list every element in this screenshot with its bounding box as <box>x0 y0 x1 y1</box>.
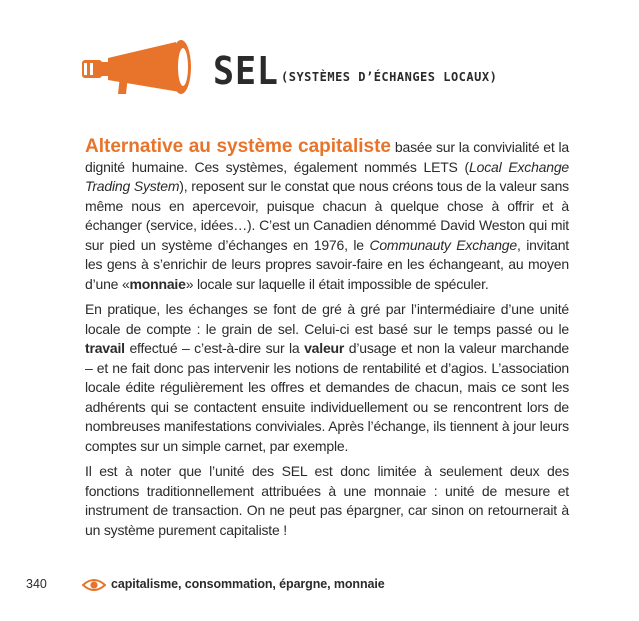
text-run: basée sur la convivialité et la dignité humaine. Ces systèmes, également nommés LETS ( <box>85 139 569 175</box>
text-run: d’usage et non la valeur marchande – et ne fait donc pas intervenir les notions de rentabilité et d’agios. L’association locale édite régulièrement les offres et demandes de chacun, mais ce sont les adhérents qui se contactent ensuite individuellement ou se rencontrent lors de nombreuses manifestations conviviales. Après l’échange, ils tiennent à jour leurs comptes sur un simple carnet, par exemple. <box>85 340 569 454</box>
paragraph-2 <box>85 300 569 456</box>
bold-run: monnaie <box>129 275 186 292</box>
italic-run: Communauty Exchange <box>369 236 517 253</box>
megaphone-icon <box>80 38 196 96</box>
paragraph-3 <box>85 462 569 540</box>
text-run: En pratique, les échanges se font de gré à gré par l’intermédiaire d’une unité locale de compte : le grain de sel. Celui-ci est basé sur le temps passé ou le <box>85 301 569 337</box>
page-title: SEL <box>213 49 279 93</box>
paragraph-1 <box>85 137 569 294</box>
lead-heading: Alternative au système capitaliste <box>85 136 391 157</box>
article-body <box>85 137 569 546</box>
bold-run: valeur <box>304 340 345 356</box>
text-run: ), reposent sur le constat que nous créons tous de la valeur sans même nous en apercevoir, puisque chacun à quelque chose à offrir et à échanger (service, idées…). C’est un Canadien dénommé David Weston qui mit sur pied un système d’échanges en 1976, le <box>85 178 569 253</box>
eye-icon <box>82 578 106 592</box>
text-run: Il est à noter que l’unité des SEL est donc limitée à seulement deux des fonctions traditionnellement attribuées à une monnaie : unité de mesure et instrument de transaction. On ne peut pas épargner, car sinon on retournerait à un système purement capitaliste ! <box>85 463 569 538</box>
text-run: , invitant les gens à s’enrichir de leurs propres savoir-faire en les échangeant, au moyen d’une « <box>85 236 569 292</box>
bold-run: travail <box>85 340 125 356</box>
text-run: » locale sur laquelle il était impossible de spéculer. <box>185 275 489 292</box>
related-keywords[interactable]: capitalisme, consommation, épargne, monnaie <box>111 577 385 591</box>
italic-run: Local Exchange Trading System <box>85 158 569 194</box>
page-number: 340 <box>26 577 47 591</box>
page-subtitle: (SYSTÈMES D’ÉCHANGES LOCAUX) <box>281 70 498 84</box>
text-run: effectué – c’est-à-dire sur la <box>124 340 305 356</box>
